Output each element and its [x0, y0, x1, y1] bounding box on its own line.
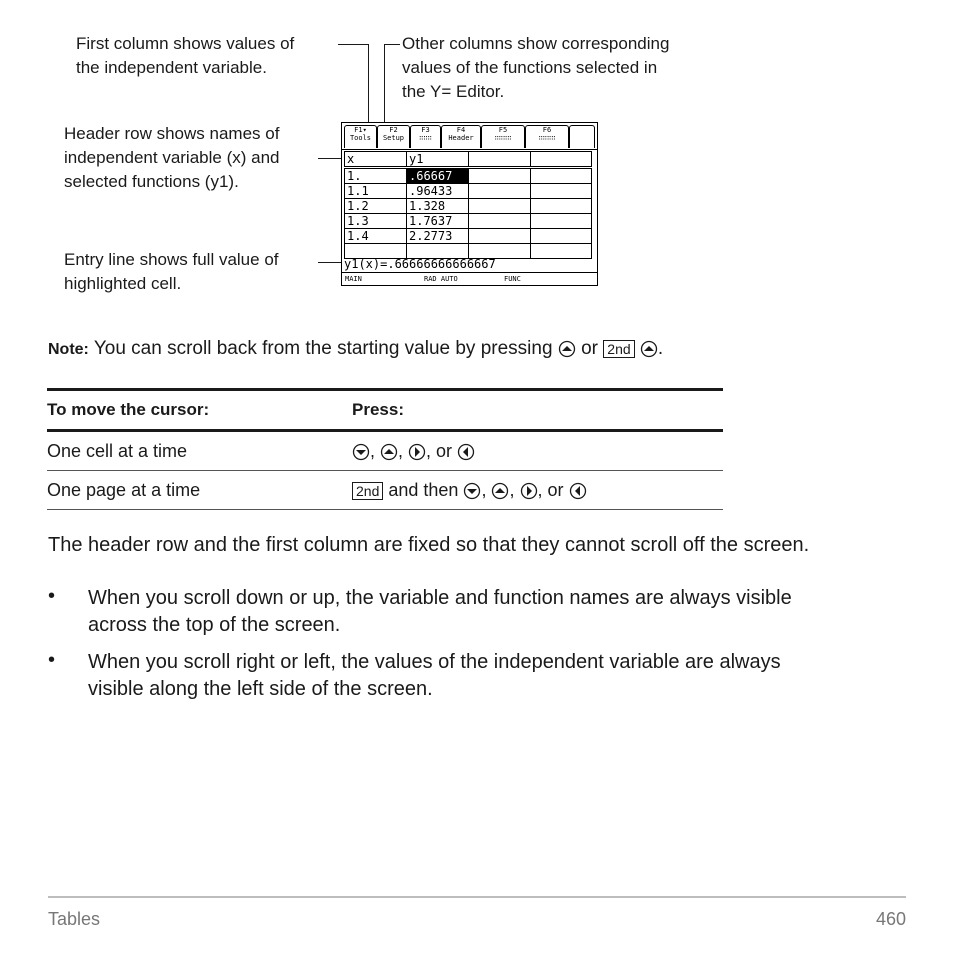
toolbar-button-1[interactable]: [344, 125, 377, 148]
toolbar-label: Header: [448, 134, 474, 142]
callout-line: Entry line shows full value of: [64, 250, 279, 269]
table-header: To move the cursor:: [47, 390, 352, 431]
press-separator: , or: [426, 440, 458, 461]
note-label: Note:: [48, 341, 89, 358]
toolbar-key: F4: [456, 126, 466, 134]
callout-line: Header row shows names of: [64, 124, 280, 143]
press-then: and then: [388, 479, 459, 500]
table-header-cell[interactable]: y1: [406, 151, 469, 167]
table-cell[interactable]: [468, 168, 531, 184]
callout-line: the Y= Editor.: [402, 82, 505, 101]
table-cell-action: One cell at a time: [47, 431, 352, 471]
leader-line: [384, 44, 400, 45]
toolbar-key: F3: [421, 126, 430, 134]
toolbar-button-3[interactable]: [410, 125, 441, 148]
table-header-cell[interactable]: [530, 151, 592, 167]
toolbar-button-7[interactable]: [569, 125, 595, 148]
arrow-down-key-icon: [463, 482, 481, 500]
table-header-cell[interactable]: [468, 151, 531, 167]
note-text: You can scroll back from the starting value by pressing: [93, 338, 553, 359]
toolbar-label: ∷∷∷: [419, 134, 432, 142]
note-or: or: [581, 338, 598, 359]
table-cell[interactable]: [468, 198, 531, 214]
table-cell[interactable]: 2.2773: [406, 228, 469, 244]
footer-rule: [48, 896, 906, 898]
arrow-left-key-icon: [569, 482, 587, 500]
table-cell[interactable]: .66667: [406, 168, 469, 184]
press-separator: ,: [509, 479, 520, 500]
toolbar-label: Tools: [349, 134, 372, 142]
body-paragraph: The header row and the first column are fixed so that they cannot scroll off the screen.: [48, 534, 810, 556]
toolbar: [342, 123, 597, 150]
callout-line: selected functions (y1).: [64, 172, 239, 191]
bullet-line: visible along the left side of the screen.: [88, 678, 433, 700]
toolbar-key: F5: [498, 126, 508, 134]
arrow-right-key-icon: [408, 443, 426, 461]
callout-first-column: [76, 32, 294, 80]
callout-line: First column shows values of: [76, 34, 295, 53]
status-mode: MAIN: [345, 275, 362, 283]
toolbar-button-5[interactable]: [481, 125, 525, 148]
callout-line: the independent variable.: [76, 58, 267, 77]
note-end: .: [657, 338, 664, 359]
status-angle: RAD AUTO: [424, 275, 458, 283]
arrow-up-key-icon: [640, 340, 658, 358]
footer-page-number: 460: [875, 909, 906, 929]
callout-line: highlighted cell.: [64, 274, 182, 293]
status-graph: FUNC: [504, 275, 521, 283]
status-bar: [342, 272, 597, 286]
arrow-up-key-icon: [558, 340, 576, 358]
table-cell[interactable]: 1.2: [344, 198, 407, 214]
table-cell[interactable]: 1.3: [344, 213, 407, 229]
callout-line: Other columns show corresponding: [402, 34, 670, 53]
arrow-up-key-icon: [491, 482, 509, 500]
press-separator: ,: [481, 479, 492, 500]
callout-entry-line: [64, 248, 279, 296]
toolbar-button-6[interactable]: [525, 125, 569, 148]
table-row: [47, 471, 723, 510]
toolbar-button-2[interactable]: [377, 125, 410, 148]
entry-line: y1(x)=.66666666666667: [344, 257, 496, 271]
callout-line: independent variable (x) and: [64, 148, 280, 167]
table-header: Press:: [352, 390, 723, 431]
toolbar-label: Setup: [382, 134, 405, 142]
key-2nd-icon: 2nd: [603, 340, 634, 358]
toolbar-key: F6: [542, 126, 552, 134]
table-cell[interactable]: [468, 183, 531, 199]
bullet-mark: •: [48, 649, 56, 671]
table-cell[interactable]: [530, 243, 592, 259]
leader-line: [318, 158, 342, 159]
table-cell[interactable]: [530, 213, 592, 229]
leader-line: [318, 262, 342, 263]
leader-line: [338, 44, 368, 45]
note: [48, 336, 663, 363]
press-separator: ,: [398, 440, 409, 461]
key-2nd-icon: 2nd: [352, 482, 383, 500]
table-cell[interactable]: 1.1: [344, 183, 407, 199]
bullet-mark: •: [48, 585, 56, 607]
bullet-line: When you scroll down or up, the variable and function names are always visible: [88, 587, 792, 609]
leader-line: [384, 44, 385, 122]
table-cell[interactable]: [530, 168, 592, 184]
arrow-left-key-icon: [457, 443, 475, 461]
press-separator: , or: [537, 479, 569, 500]
table-cell[interactable]: 1.7637: [406, 213, 469, 229]
arrow-right-key-icon: [520, 482, 538, 500]
table-cell[interactable]: [530, 228, 592, 244]
footer-section: Tables: [48, 909, 101, 929]
table-cell[interactable]: [530, 198, 592, 214]
bullet-line: When you scroll right or left, the values of the independent variable are always: [88, 651, 781, 673]
table-cell[interactable]: 1.: [344, 168, 407, 184]
toolbar-button-4[interactable]: [441, 125, 481, 148]
toolbar-key: F2: [389, 126, 398, 134]
table-header-cell[interactable]: x: [344, 151, 407, 167]
table-cell-press: [352, 431, 723, 471]
press-separator: ,: [370, 440, 381, 461]
callout-header-row: [64, 122, 279, 194]
table-cell-press: [352, 471, 723, 510]
callout-other-columns: [402, 32, 669, 104]
callout-line: values of the functions selected in: [402, 58, 658, 77]
cursor-table: [47, 388, 723, 510]
table-cell[interactable]: [530, 183, 592, 199]
arrow-down-key-icon: [352, 443, 370, 461]
table-cell[interactable]: 1.328: [406, 198, 469, 214]
table-cell[interactable]: [468, 213, 531, 229]
toolbar-label: ∷∷∷∷: [494, 134, 512, 142]
arrow-up-key-icon: [380, 443, 398, 461]
bullet-line: across the top of the screen.: [88, 614, 341, 636]
table-header-row: [47, 390, 723, 431]
leader-line: [368, 44, 369, 122]
calculator-screen: [341, 122, 598, 286]
toolbar-label: ∷∷∷∷: [538, 134, 556, 142]
table-cell[interactable]: .96433: [406, 183, 469, 199]
table-cell-action: One page at a time: [47, 471, 352, 510]
table-row: [47, 431, 723, 471]
toolbar-key: F1▾: [354, 126, 367, 134]
table-cell[interactable]: [468, 228, 531, 244]
table-cell[interactable]: 1.4: [344, 228, 407, 244]
